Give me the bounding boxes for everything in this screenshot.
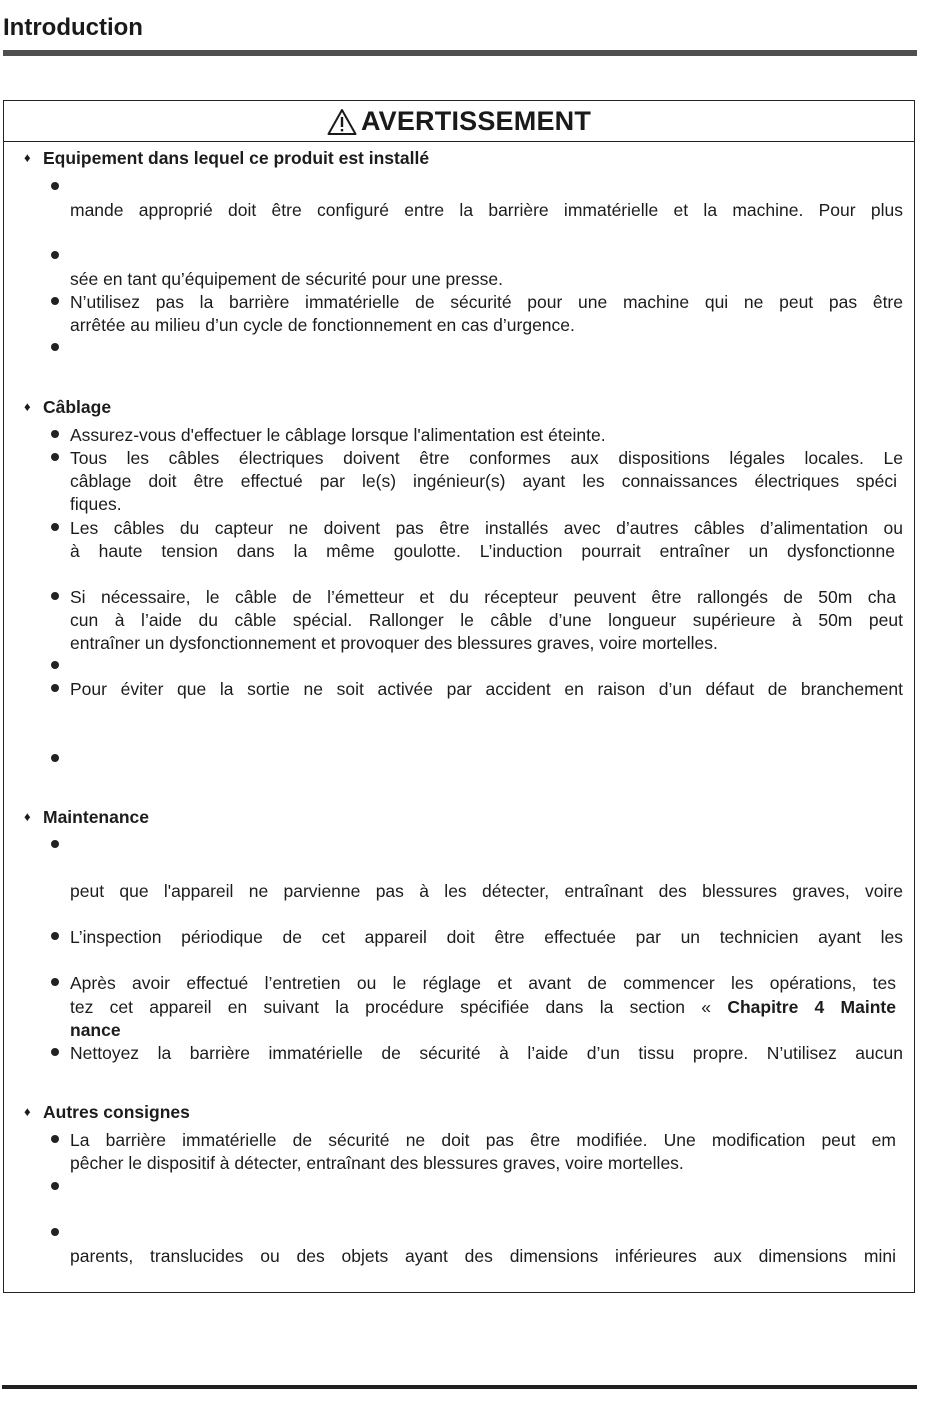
- list-item-text: sée en tant qu’équipement de sécurité pour une presse.: [70, 269, 503, 289]
- list-item-text: Pour éviter que la sortie ne soit activée par accident en raison d’un défaut de branchement: [70, 679, 903, 699]
- bullet-icon: [51, 1222, 59, 1245]
- list-item-text: pêcher le dispositif à détecter, entraînant des blessures graves, voire mortelles.: [70, 1153, 684, 1173]
- bullet-icon: [51, 834, 59, 857]
- list-item-text: Les câbles du capteur ne doivent pas être installés avec d’autres câbles d’alimentation ou: [70, 518, 903, 538]
- bullet-icon: [51, 447, 59, 470]
- warning-triangle-icon: [327, 108, 357, 136]
- section-heading-text: Maintenance: [43, 807, 149, 827]
- list-item-text: à haute tension dans la même goulotte. L’induction pourrait entraîner un dysfonctionne: [70, 541, 895, 561]
- list-item-text: mande approprié doit être configuré entre la barrière immatérielle et la machine. Pour plus: [70, 200, 903, 220]
- header-rule: [3, 50, 917, 56]
- list-item-text: Assurez-vous d'effectuer le câblage lorsque l'alimentation est éteinte.: [70, 425, 606, 445]
- bullet-icon: [51, 748, 59, 771]
- list-item-text: entraîner un dysfonctionnement et provoquer des blessures graves, voire mortelles.: [70, 633, 718, 653]
- section-heading-text: Equipement dans lequel ce produit est installé: [43, 148, 430, 168]
- bullet-icon: [51, 655, 59, 678]
- list-item-text: Nettoyez la barrière immatérielle de sécurité à l’aide d’un tissu propre. N’utilisez aucun: [70, 1043, 903, 1063]
- bullet-icon: [51, 586, 59, 609]
- list-item-text: La barrière immatérielle de sécurité ne doit pas être modifiée. Une modification peut em: [70, 1130, 896, 1150]
- bullet-icon: [51, 424, 59, 447]
- list-item-text: Après avoir effectué l’entretien ou le réglage et avant de commencer les opérations, tes: [70, 973, 896, 993]
- section-heading-autres-consignes: [24, 1100, 190, 1124]
- section-heading-cablage: [24, 395, 111, 419]
- page-title: Introduction: [3, 14, 143, 41]
- section-heading-text: Autres consignes: [43, 1102, 190, 1122]
- list-item-text: fiques.: [70, 494, 122, 514]
- diamond-bullet-icon: ♦: [24, 150, 31, 165]
- list-item-text: câblage doit être effectué par le(s) ingénieur(s) ayant les connaissances électriques spéci: [70, 471, 897, 491]
- list-item-text: Si nécessaire, le câble de l’émetteur et du récepteur peuvent être rallongés de 50m cha: [70, 587, 896, 607]
- list-item-text: N’utilisez pas la barrière immatérielle de sécurité pour une machine qui ne peut pas être: [70, 292, 903, 312]
- diamond-bullet-icon: ♦: [24, 399, 31, 414]
- warning-title: AVERTISSEMENT: [360, 105, 592, 136]
- diamond-bullet-icon: ♦: [24, 1104, 31, 1119]
- section-heading-text: Câblage: [43, 397, 112, 417]
- list-item-text: peut que l'appareil ne parvienne pas à les détecter, entraînant des blessures graves, voire: [70, 881, 903, 901]
- bullet-icon: [51, 926, 59, 949]
- bullet-icon: [51, 291, 59, 314]
- list-item-text: L’inspection périodique de cet appareil doit être effectuée par un technicien ayant les: [70, 927, 903, 947]
- bullet-icon: [51, 176, 59, 199]
- list-item-text-part: tez cet appareil en suivant la procédure spécifiée dans la section «: [70, 997, 728, 1017]
- chapter-reference-cont: nance: [70, 1020, 121, 1040]
- list-item-text: [70, 996, 896, 1019]
- section-heading-equipement: [24, 146, 429, 170]
- warning-header: [4, 101, 914, 142]
- bullet-icon: [51, 337, 59, 360]
- diamond-bullet-icon: ♦: [24, 809, 31, 824]
- bullet-icon: [51, 1129, 59, 1152]
- list-item-text: parents, translucides ou des objets ayant des dimensions inférieures aux dimensions mini: [70, 1246, 896, 1266]
- bullet-icon: [51, 1042, 59, 1065]
- section-heading-maintenance: [24, 805, 149, 829]
- list-item-text: Tous les câbles électriques doivent être conformes aux dispositions légales locales. Le: [70, 448, 903, 468]
- bullet-icon: [51, 972, 59, 995]
- chapter-reference: Chapitre 4 Mainte: [727, 997, 896, 1017]
- list-item-text: arrêtée au milieu d’un cycle de fonctionnement en cas d’urgence.: [70, 315, 575, 335]
- list-item-text: cun à l’aide du câble spécial. Rallonger le câble d’une longueur supérieure à 50m peut: [70, 610, 903, 630]
- bullet-icon: [51, 245, 59, 268]
- bullet-icon: [51, 517, 59, 540]
- footer-rule: [2, 1385, 917, 1389]
- bullet-icon: [51, 678, 59, 701]
- bullet-icon: [51, 1176, 59, 1199]
